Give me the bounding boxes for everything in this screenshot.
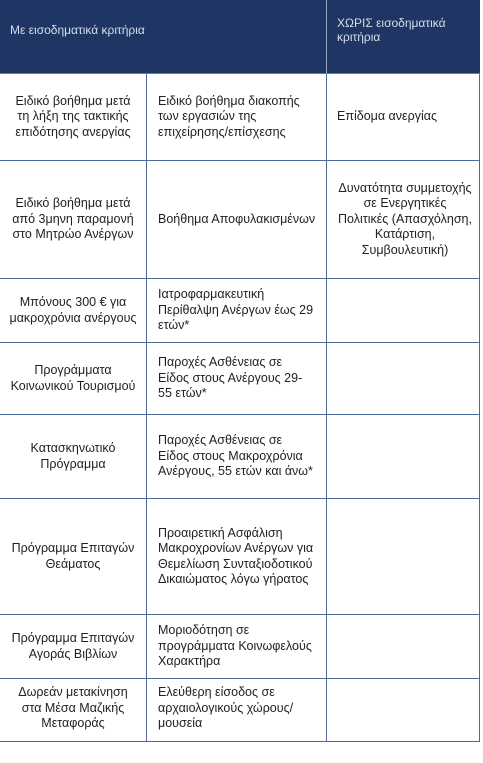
table-cell: Δυνατότητα συμμετοχής σε Ενεργητικές Πολιτικές (Απασχόληση, Κατάρτιση, Συμβουλευτική) <box>327 161 480 279</box>
table-cell: Πρόγραμμα Επιταγών Θεάματος <box>0 499 147 615</box>
table-cell: Ελεύθερη είσοδος σε αρχαιολογικούς χώρους/ μουσεία <box>147 679 327 742</box>
table-cell: Προγράμματα Κοινωνικού Τουρισμού <box>0 343 147 415</box>
table-cell: Προαιρετική Ασφάλιση Μακροχρονίων Ανέργων για Θεμελίωση Συνταξιοδοτικού Δικαιώματος λόγω γήρατος <box>147 499 327 615</box>
table-cell: Ειδικό βοήθημα διακοπής των εργασιών της επιχείρησης/επίσχεσης <box>147 74 327 161</box>
table-cell <box>327 499 480 615</box>
table-cell: Ειδικό βοήθημα μετά τη λήξη της τακτικής επιδότησης ανεργίας <box>0 74 147 161</box>
table-cell: Παροχές Ασθένειας σε Είδος στους Μακροχρόνια Ανέργους, 55 ετών και άνω* <box>147 415 327 499</box>
table-cell: Βοήθημα Αποφυλακισμένων <box>147 161 327 279</box>
table-cell: Μπόνους 300 € για μακροχρόνια ανέργους <box>0 279 147 343</box>
table-cell: Παροχές Ασθένειας σε Είδος στους Ανέργους 29-55 ετών* <box>147 343 327 415</box>
header-with-income-criteria: Με εισοδηματικά κριτήρια <box>0 0 327 74</box>
table-cell <box>327 615 480 679</box>
table-cell <box>327 679 480 742</box>
table-cell: Πρόγραμμα Επιταγών Αγοράς Βιβλίων <box>0 615 147 679</box>
table-cell: Μοριοδότηση σε προγράμματα Κοινωφελούς Χαρακτήρα <box>147 615 327 679</box>
table-cell: Κατασκηνωτικό Πρόγραμμα <box>0 415 147 499</box>
table-cell <box>327 343 480 415</box>
table-cell: Επίδομα ανεργίας <box>327 74 480 161</box>
table-cell: Ιατροφαρμακευτική Περίθαλψη Ανέργων έως 29 ετών* <box>147 279 327 343</box>
table-cell <box>327 279 480 343</box>
table-cell: Δωρεάν μετακίνηση στα Μέσα Μαζικής Μεταφοράς <box>0 679 147 742</box>
header-without-income-criteria: ΧΩΡΙΣ εισοδηματικά κριτήρια <box>327 0 480 74</box>
table-cell <box>327 415 480 499</box>
table-cell: Ειδικό βοήθημα μετά από 3μηνη παραμονή στο Μητρώο Ανέργων <box>0 161 147 279</box>
